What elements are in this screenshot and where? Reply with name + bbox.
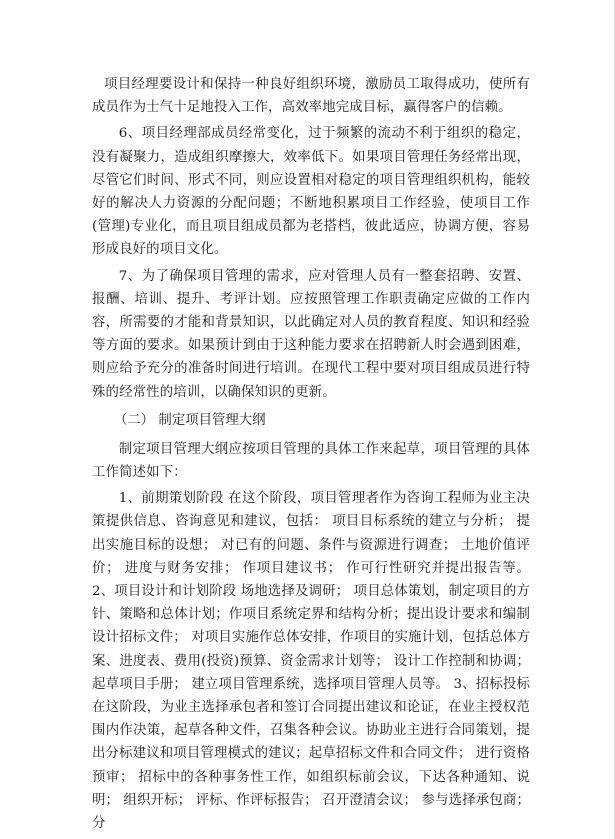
paragraph-organization-environment: 项目经理要设计和保持一种良好组织环境，激励员工取得成功，使所有成员作为士气十足地投入工作，高效率地完成目标，赢得客户的信赖。 bbox=[92, 77, 530, 116]
document-body bbox=[92, 73, 530, 838]
paragraph-item-7: 7、为了确保项目管理的需求，应对管理人员有一整套招聘、安置、报酬、培训、提升、考评计划。应按照管理工作职责确定应做的工作内容，所需要的才能和背景知识，以此确定对人员的教育程度、知识和经验等方面的要求。如果预计到由于这种能力要求在招聘新人时会遇到困难，则应给予充分的准备时间进行培训。在现代工程中要对项目组成员进行特殊的经常性的培训，以确保知识的更新。 bbox=[92, 268, 530, 400]
section-heading: （二） 制定项目管理大纲 bbox=[114, 412, 266, 428]
paragraph-item-6: 6、项目经理部成员经常变化，过于频繁的流动不利于组织的稳定，没有凝聚力，造成组织摩擦大，效率低下。如果项目管理任务经常出现，尽管它们时间、形式不同，则应设置相对稳定的项目管理组织机构，能较好的解决人力资源的分配问题；不断地积累项目工作经验，使项目工作(管理)专业化，而且项目组成员都为老搭档，彼此适应，协调方便，容易形成良好的项目文化。 bbox=[92, 126, 530, 258]
paragraph-work-stages: 1、前期策划阶段 在这个阶段，项目管理者作为咨询工程师为业主决策提供信息、咨询意见和建议，包括： 项目目标系统的建立与分析； 提出实施目标的设想； 对已有的问题、条件与资源进行调查； 土地价值评价； 进度与财务安排； 作项目建议书； 作可行性研究并提出报告等。 2、项目设计和计划阶段 场地选择及调研； 项目总体策划，制定项目的方针、策略和总体计划；作项目系统定界和结构分析；提出设计要求和编制设计招标文件； 对项目实施作总体安排，作项目的实施计划，包括总体方案、进度表、费用(投资)预算、资金需求计划等； 设计工作控制和协调； 起草项目手册； 建立项目管理系统，选择项目管理人员等。 3、招标投标在这阶段，为业主选择承包者和签订合同提出建议和论证，在业主授权范围内作决策，起草各种文件，召集各种会议。协助业主进行合同策划，提出分标建议和项目管理模式的建议；起草招标文件和合同文件； 进行资格预审； 招标中的各种事务性工作，如组织标前会议，下达各种通知、说明； 组织开标； 评标、作评标报告； 召开澄清会议； 参与选择承包商； 分 bbox=[92, 491, 530, 832]
paragraph-intro: 制定项目管理大纲应按项目管理的具体工作来起草，项目管理的具体工作简述如下： bbox=[92, 441, 530, 481]
